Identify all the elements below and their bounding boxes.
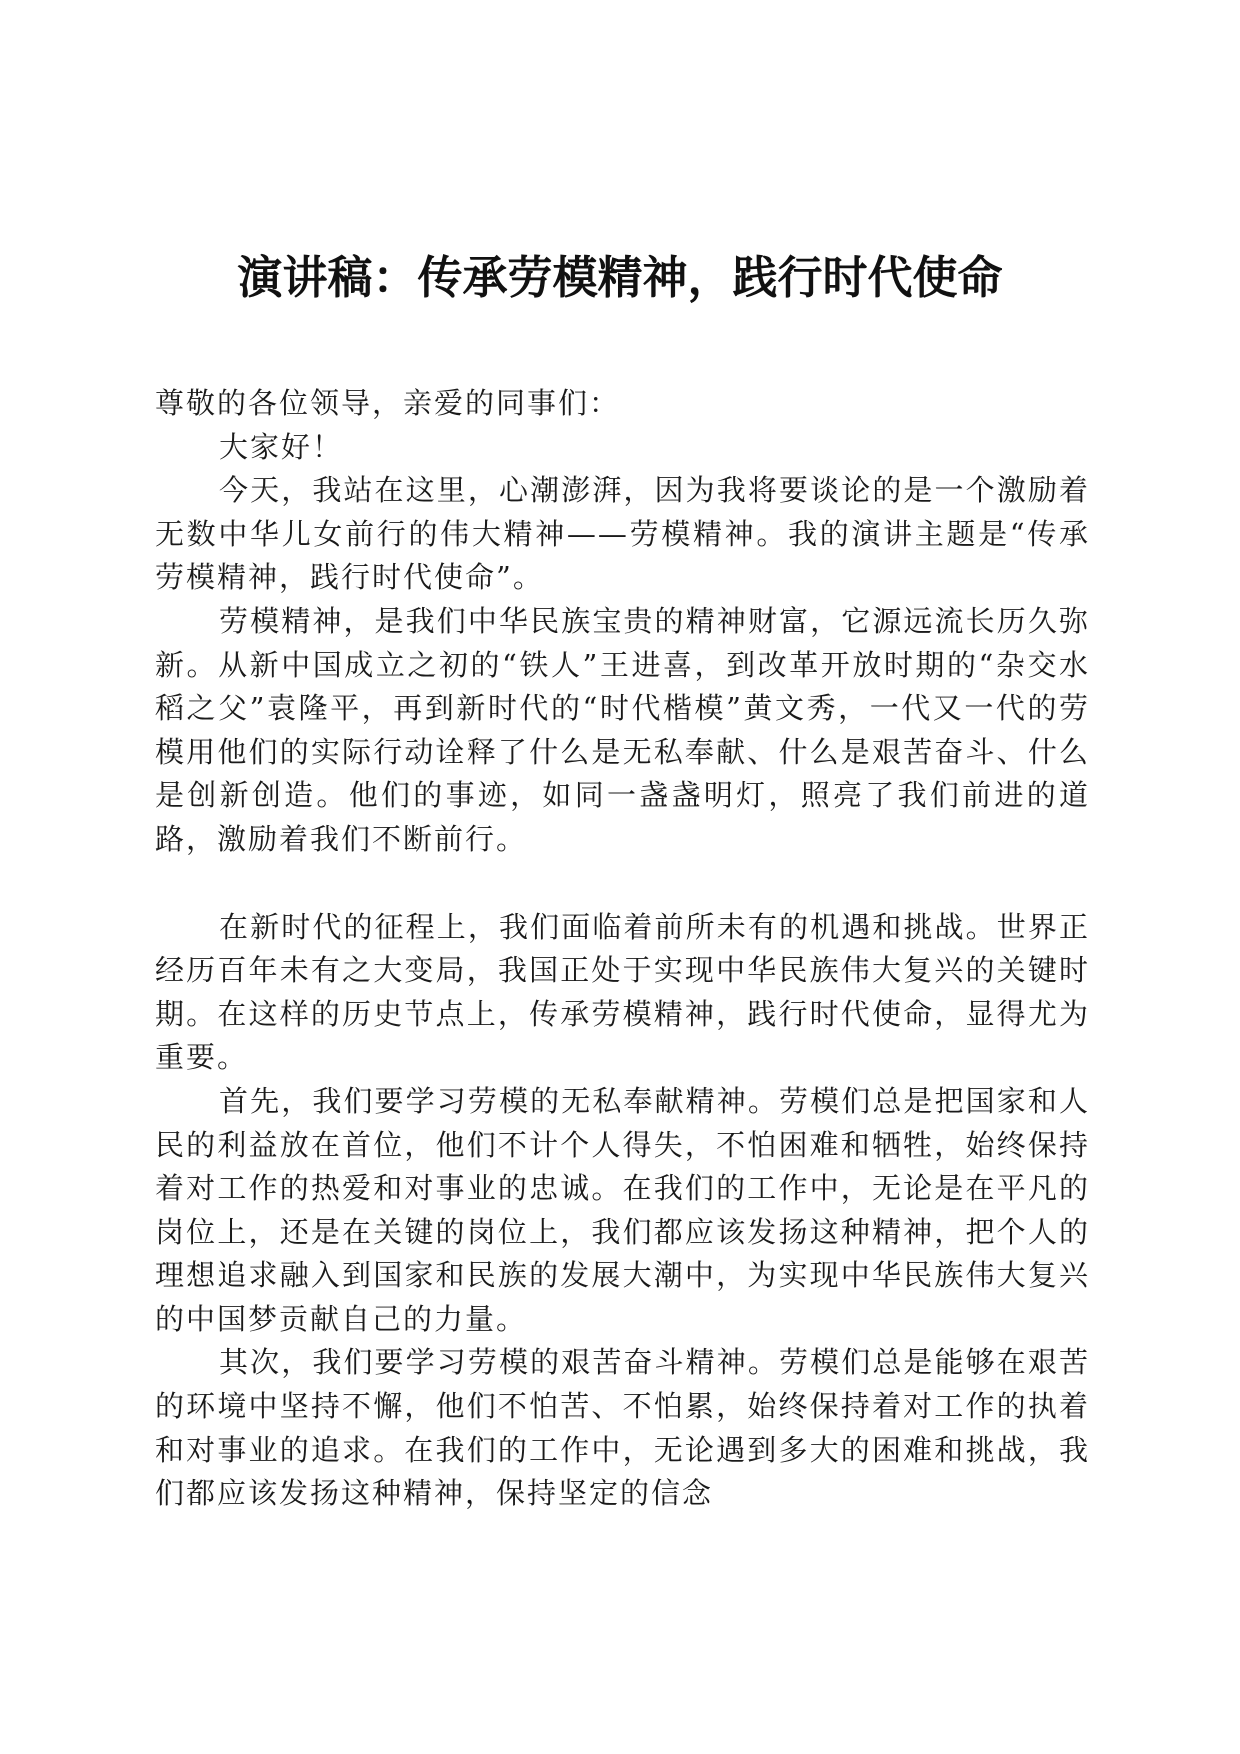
paragraph: 首先，我们要学习劳模的无私奉献精神。劳模们总是把国家和人民的利益放在首位，他们不计个人得失，不怕困难和牺牲，始终保持着对工作的热爱和对事业的忠诚。在我们的工作中，无论是在平凡的岗位上，还是在关键的岗位上，我们都应该发扬这种精神，把个人的理想追求融入到国家和民族的发展大潮中，为实现中华民族伟大复兴的中国梦贡献自己的力量。 xyxy=(155,1083,1090,1336)
document-title: 演讲稿：传承劳模精神，践行时代使命 xyxy=(237,251,1003,304)
salutation: 尊敬的各位领导，亲爱的同事们： xyxy=(155,386,621,420)
paragraph: 其次，我们要学习劳模的艰苦奋斗精神。劳模们总是能够在艰苦的环境中坚持不懈，他们不怕苦、不怕累，始终保持着对工作的执着和对事业的追求。在我们的工作中，无论遇到多大的困难和挑战，我们都应该发扬这种精神，保持坚定的信念 xyxy=(155,1345,1090,1511)
paragraph: 在新时代的征程上，我们面临着前所未有的机遇和挑战。世界正经历百年未有之大变局，我国正处于实现中华民族伟大复兴的关键时期。在这样的历史节点上，传承劳模精神，践行时代使命，显得尤为重要。 xyxy=(155,909,1090,1075)
paragraph: 劳模精神，是我们中华民族宝贵的精神财富，它源远流长历久弥新。从新中国成立之初的“铁人”王进喜，到改革开放时期的“杂交水稻之父”袁隆平，再到新时代的“时代楷模”黄文秀，一代又一代的劳模用他们的实际行动诠释了什么是无私奉献、什么是艰苦奋斗、什么是创新创造。他们的事迹，如同一盏盏明灯，照亮了我们前进的道路，激励着我们不断前行。 xyxy=(155,603,1090,856)
greeting: 大家好！ xyxy=(219,429,344,464)
paragraph: 今天，我站在这里，心潮澎湃，因为我将要谈论的是一个激励着无数中华儿女前行的伟大精神——劳模精神。我的演讲主题是“传承劳模精神，践行时代使命”。 xyxy=(155,473,1090,595)
document-body xyxy=(155,382,1090,1516)
